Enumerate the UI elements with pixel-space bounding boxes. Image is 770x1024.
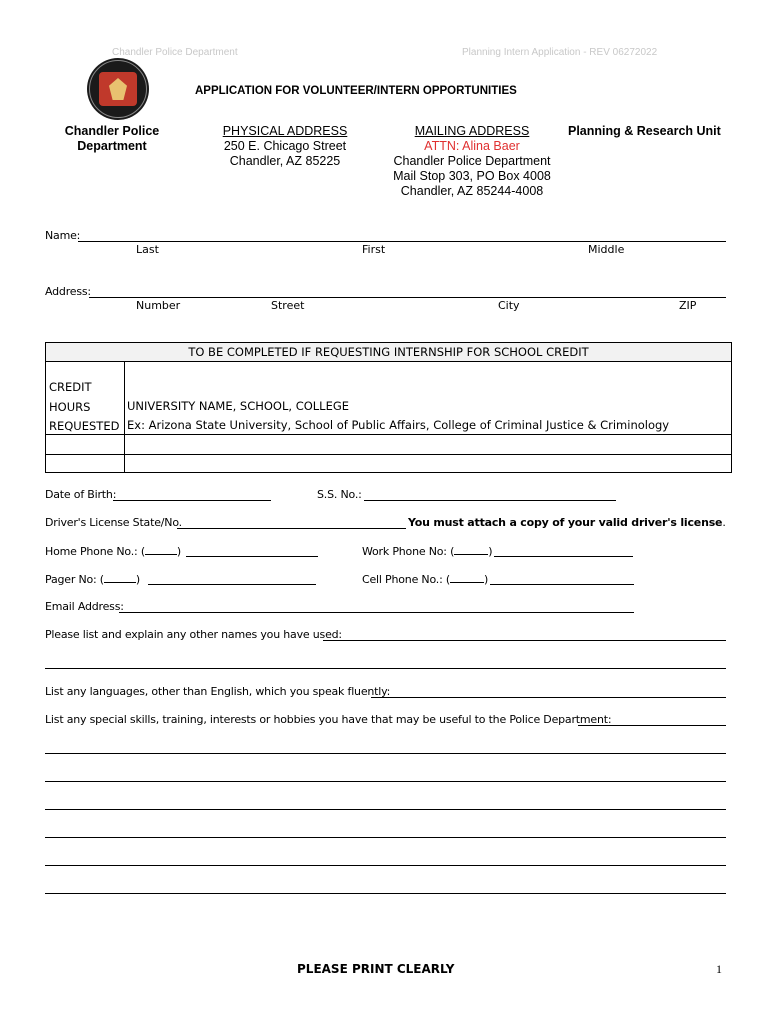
dl-label: Driver's License State/No. <box>45 516 182 529</box>
name-last-label: Last <box>136 243 159 256</box>
address-input-line[interactable] <box>89 297 726 298</box>
dl-note: You must attach a copy of your valid driver's license. <box>408 516 726 529</box>
name-input-line[interactable] <box>78 241 726 242</box>
page-title: APPLICATION FOR VOLUNTEER/INTERN OPPORTUNITIES <box>195 85 517 97</box>
pager-input-line[interactable] <box>148 584 316 585</box>
ssn-input-line[interactable] <box>364 500 616 501</box>
home-phone-label: Home Phone No.: ( ) <box>45 545 182 558</box>
address-zip-label: ZIP <box>679 299 697 312</box>
skills-input-line-7[interactable] <box>45 893 726 894</box>
name-first-label: First <box>362 243 386 256</box>
cell-phone-input-line[interactable] <box>490 584 634 585</box>
address-street-label: Street <box>271 299 305 312</box>
work-phone-input-line[interactable] <box>494 556 633 557</box>
unit-name: Planning & Research Unit <box>568 124 721 138</box>
skills-input-line-4[interactable] <box>45 809 726 810</box>
university-example: Ex: Arizona State University, School of Public Affairs, College of Criminal Justice & Criminology <box>127 418 670 432</box>
credit-table-entry-row-1[interactable] <box>125 435 731 453</box>
name-middle-label: Middle <box>588 243 625 256</box>
school-credit-table <box>45 342 732 473</box>
skills-input-line-2[interactable] <box>45 753 726 754</box>
university-label: UNIVERSITY NAME, SCHOOL, COLLEGE <box>127 399 350 413</box>
page-number: 1 <box>716 962 722 976</box>
dl-input-line[interactable] <box>177 528 406 529</box>
credit-table-entry-row-2[interactable] <box>125 455 731 473</box>
address-city-label: City <box>498 299 520 312</box>
print-clearly-note: PLEASE PRINT CLEARLY <box>297 962 455 976</box>
skills-input-line-3[interactable] <box>45 781 726 782</box>
other-names-input-line[interactable] <box>323 640 726 641</box>
ssn-label: S.S. No.: <box>317 488 362 501</box>
credit-hours-label: CREDIT HOURS REQUESTED <box>49 380 120 433</box>
other-names-label: Please list and explain any other names you have used: <box>45 628 342 641</box>
skills-input-line-6[interactable] <box>45 865 726 866</box>
mailing-address: MAILING ADDRESS ATTN: Alina Baer Chandler Police Department Mail Stop 303, PO Box 4008 Chandler, AZ 85244-4008 <box>393 124 551 198</box>
skills-input-line-5[interactable] <box>45 837 726 838</box>
physical-address: PHYSICAL ADDRESS 250 E. Chicago Street Chandler, AZ 85225 <box>222 124 348 168</box>
languages-input-line[interactable] <box>371 697 726 698</box>
header-right: Planning Intern Application - REV 06272022 <box>462 47 658 58</box>
department-name: Chandler Police Department <box>64 124 160 153</box>
skills-label: List any special skills, training, interests or hobbies you have that may be useful to the Police Department: <box>45 713 612 726</box>
name-label: Name: <box>45 229 81 242</box>
police-badge-logo <box>87 58 149 120</box>
dob-label: Date of Birth: <box>45 488 117 501</box>
header-left: Chandler Police Department <box>112 47 238 58</box>
languages-label: List any languages, other than English, which you speak fluently: <box>45 685 391 698</box>
email-input-line[interactable] <box>119 612 634 613</box>
address-number-label: Number <box>136 299 181 312</box>
cell-phone-label: Cell Phone No.: ( ) <box>362 573 489 586</box>
other-names-input-line-2[interactable] <box>45 668 726 669</box>
work-phone-label: Work Phone No: ( ) <box>362 545 493 558</box>
skills-input-line[interactable] <box>578 725 726 726</box>
dob-input-line[interactable] <box>113 500 271 501</box>
home-phone-input-line[interactable] <box>186 556 318 557</box>
school-credit-table-heading: TO BE COMPLETED IF REQUESTING INTERNSHIP FOR SCHOOL CREDIT <box>46 343 731 362</box>
email-label: Email Address: <box>45 600 124 613</box>
pager-label: Pager No: ( ) <box>45 573 140 586</box>
address-label: Address: <box>45 285 91 298</box>
